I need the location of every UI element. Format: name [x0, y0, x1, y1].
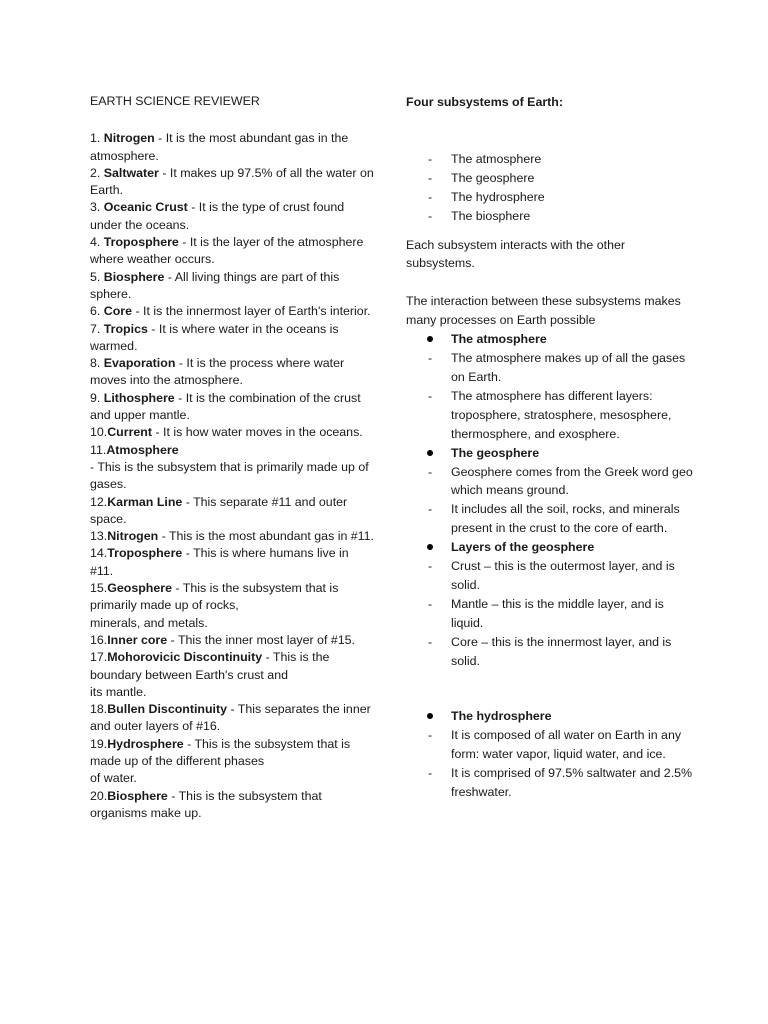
reviewer-item: 7. Tropics - It is where water in the oceans is warmed. [90, 321, 339, 353]
geosphere-list [406, 463, 696, 539]
reviewer-description: - It makes up 97.5% of all the water on Earth. [90, 165, 374, 198]
reviewer-item: 6. Core - It is the innermost layer of Earth's interior. [90, 304, 371, 319]
list-item: - The atmosphere has different layers: troposphere, stratosphere, mesosphere, thermosphere, and exosphere. [428, 388, 672, 441]
reviewer-term: Core [103, 304, 133, 319]
subsystems-heading: Four subsystems of Earth: [406, 95, 563, 109]
reviewer-description: - This is the boundary between Earth's crust and its mantle. [90, 650, 330, 699]
reviewer-description: - It is the type of crust found under the oceans. [90, 200, 345, 232]
list-item: - The atmosphere makes up of all the gases on Earth. [428, 351, 686, 384]
document-title: EARTH SCIENCE REVIEWER [90, 94, 260, 108]
reviewer-term: Karman Line [107, 494, 183, 509]
reviewer-term: Troposphere [107, 546, 183, 561]
reviewer-description: - This is the subsystem that is made up of the different phases of water. [90, 736, 351, 786]
subsystems-column [406, 93, 696, 802]
list-item: - The biosphere [428, 208, 531, 223]
reviewer-term: Biosphere [103, 269, 165, 284]
reviewer-item: 8. Evaporation - It is the process where water moves into the atmosphere. [90, 356, 345, 388]
reviewer-term: Nitrogen [103, 131, 155, 146]
list-item: - Core – this is the innermost layer, and is solid. [428, 634, 672, 668]
reviewer-term: Inner core [107, 632, 168, 647]
reviewer-term: Lithosphere [103, 390, 175, 405]
list-item: - It is composed of all water on Earth in any form: water vapor, liquid water, and ice. [428, 728, 682, 762]
reviewer-term: Bullen Discontinuity [107, 702, 228, 717]
list-item: - The atmosphere [428, 151, 542, 166]
reviewer-item: 11.Atmosphere - This is the subsystem that is primarily made up of gases. [90, 442, 369, 492]
reviewer-term: Biosphere [107, 788, 168, 803]
atmosphere-list [406, 349, 696, 444]
list-item: - It is comprised of 97.5% saltwater and 2.5% freshwater. [428, 766, 693, 800]
list-item: - Crust – this is the outermost layer, and is solid. [428, 559, 675, 592]
subsystems-list [406, 150, 696, 226]
reviewer-item: 17.Mohorovicic Discontinuity - This is the boundary between Earth's crust and its mantle. [90, 650, 330, 699]
hydrosphere-heading: The hydrosphere [406, 707, 696, 726]
reviewer-description: - This is the most abundant gas in #11. [158, 529, 374, 544]
reviewer-description: - This separates the inner and outer layers of #16. [90, 702, 371, 734]
list-item: - It includes all the soil, rocks, and minerals present in the crust to the core of earth. [428, 502, 680, 536]
reviewer-term: Nitrogen [107, 529, 159, 544]
reviewer-description: - This is the subsystem that is primarily made up of gases. [90, 459, 369, 492]
reviewer-item: 14.Troposphere - This is where humans live in #11. [90, 546, 349, 578]
reviewer-description: - It is the layer of the atmosphere where weather occurs. [90, 235, 364, 267]
reviewer-item: 4. Troposphere - It is the layer of the atmosphere where weather occurs. [90, 235, 364, 267]
reviewer-item: 5. Biosphere - All living things are part of this sphere. [90, 269, 340, 301]
interaction-paragraph: Each subsystem interacts with the other subsystems. [406, 237, 626, 271]
hydrosphere-list [406, 726, 696, 802]
reviewer-term: Hydrosphere [107, 736, 184, 751]
reviewer-item: 1. Nitrogen - It is the most abundant gas in the atmosphere. [90, 131, 349, 163]
reviewer-term: Oceanic Crust [103, 200, 188, 215]
reviewer-term: Troposphere [103, 235, 179, 250]
list-item: - Mantle – this is the middle layer, and is liquid. [428, 596, 664, 630]
reviewer-item: 13.Nitrogen - This is the most abundant gas in #11. [90, 529, 374, 544]
reviewer-term: Tropics [103, 321, 148, 336]
reviewer-item: 9. Lithosphere - It is the combination of the crust and upper mantle. [90, 390, 361, 423]
reviewer-list [90, 130, 375, 822]
reviewer-item: 2. Saltwater - It makes up 97.5% of all the water on Earth. [90, 165, 374, 198]
reviewer-term: Geosphere [107, 581, 172, 596]
reviewer-description: - This the inner most layer of #15. [167, 632, 355, 647]
processes-paragraph: The interaction between these subsystems makes many processes on Earth possible [406, 294, 681, 328]
reviewer-column [90, 93, 375, 822]
reviewer-description: - It is the most abundant gas in the atmosphere. [90, 131, 349, 163]
list-item: - The geosphere [428, 170, 535, 185]
reviewer-description: - It is the innermost layer of Earth's interior. [132, 304, 371, 319]
geosphere-layers-list [406, 557, 696, 670]
reviewer-description: - This is the subsystem that organisms make up. [90, 788, 322, 820]
atmosphere-heading: The atmosphere [406, 330, 696, 349]
reviewer-item: 19.Hydrosphere - This is the subsystem that is made up of the different phases of water. [90, 736, 351, 786]
reviewer-term: Evaporation [103, 356, 176, 371]
reviewer-item: 10.Current - It is how water moves in the oceans. [90, 425, 363, 440]
reviewer-description: - All living things are part of this sphere. [90, 269, 340, 301]
reviewer-item: 3. Oceanic Crust - It is the type of crust found under the oceans. [90, 200, 345, 232]
list-item: - The hydrosphere [428, 189, 545, 204]
reviewer-term: Current [107, 425, 152, 440]
reviewer-term: Saltwater [103, 165, 159, 180]
list-item: - Geosphere comes from the Greek word geo which means ground. [428, 464, 693, 498]
reviewer-description: - This separate #11 and outer space. [90, 494, 348, 526]
reviewer-description: - It is the process where water moves into the atmosphere. [90, 356, 345, 388]
reviewer-item: 16.Inner core - This the inner most layer of #15. [90, 632, 355, 647]
reviewer-term: Atmosphere [106, 442, 179, 457]
reviewer-description: - It is the combination of the crust and upper mantle. [90, 390, 361, 423]
reviewer-description: - It is where water in the oceans is warmed. [90, 321, 339, 353]
reviewer-item: 20.Biosphere - This is the subsystem that organisms make up. [90, 788, 322, 820]
reviewer-description: - This is where humans live in #11. [90, 546, 349, 578]
reviewer-item: 15.Geosphere - This is the subsystem that is primarily made up of rocks, minerals, and metals. [90, 581, 339, 630]
reviewer-description: - It is how water moves in the oceans. [151, 425, 363, 440]
geosphere-heading: The geosphere [406, 444, 696, 463]
reviewer-term: Mohorovicic Discontinuity [107, 650, 263, 665]
reviewer-item: 12.Karman Line - This separate #11 and outer space. [90, 494, 348, 526]
reviewer-description: - This is the subsystem that is primarily made up of rocks, minerals, and metals. [90, 581, 339, 630]
geosphere-layers-heading: Layers of the geosphere [406, 538, 696, 557]
reviewer-item: 18.Bullen Discontinuity - This separates the inner and outer layers of #16. [90, 702, 371, 734]
